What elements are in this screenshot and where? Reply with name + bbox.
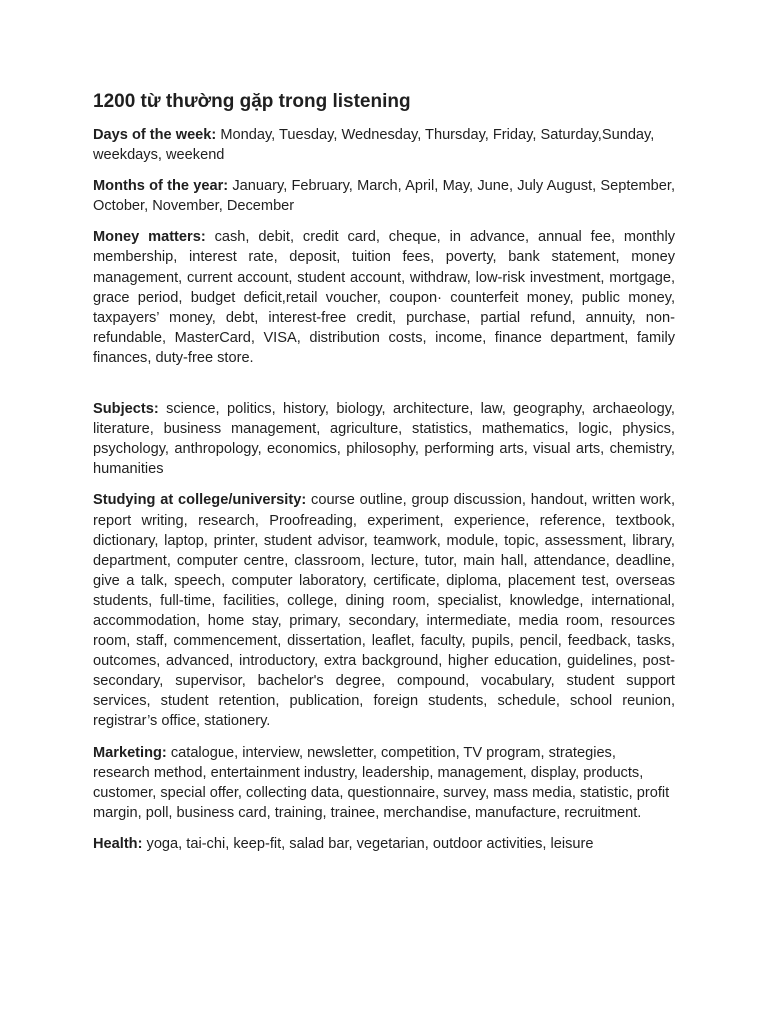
section-label: Money matters: (93, 229, 206, 246)
section-label: Studying at college/university: (93, 492, 307, 509)
section-label: Months of the year: (93, 178, 229, 195)
section-label: Marketing: (93, 744, 167, 761)
section-days-of-week (93, 125, 675, 165)
section-text: Monday, Tuesday, Wednesday, Thursday, Friday, Saturday,Sunday, weekdays, weekend (93, 127, 655, 164)
section-studying-at-college (93, 490, 675, 731)
section-text: January, February, March, April, May, June, July August, September, October, November, December (93, 178, 676, 215)
section-label: Days of the week: (93, 127, 217, 143)
section-months-of-year (93, 176, 675, 216)
section-text: cash, debit, credit card, cheque, in advance, annual fee, monthly membership, interest rate, deposit, tuition fees, poverty, bank statement, money management, current account, student account, withdraw, low-risk investment, mortgage, grace period, budget deficit,retail voucher, coupon· counterfeit money, public money, taxpayers’ money, debt, interest-free credit, purchase, partial refund, annuity, non-refundable, MasterCard, VISA, distribution costs, income, finance department, family finances, duty-free store. (93, 229, 675, 366)
document-body (93, 90, 675, 865)
section-marketing (93, 743, 675, 823)
page-title: 1200 từ thường gặp trong listening (93, 91, 411, 112)
section-text: course outline, group discussion, handout, written work, report writing, research, Proofreading, experiment, experience, reference, textbook, dictionary, laptop, printer, student advisor, teamwork, module, topic, assessment, library, department, computer centre, classroom, lecture, tutor, main hall, attendance, deadline, give a talk, speech, computer laboratory, certificate, diploma, placement test, overseas students, full-time, facilities, college, dining room, specialist, knowledge, international, accommodation, home stay, primary, secondary, intermediate, media room, resources room, staff, commencement, dissertation, leaflet, faculty, pupils, pencil, feedback, tasks, outcomes, advanced, introductory, extra background, higher education, guidelines, post-secondary, supervisor, bachelor's degree, compound, vocabulary, student support services, student retention, publication, foreign students, schedule, school reunion, registrar’s office, stationery. (93, 492, 676, 730)
section-subjects (93, 399, 675, 479)
section-money-matters (93, 227, 675, 368)
section-text: catalogue, interview, newsletter, competition, TV program, strategies, research method, entertainment industry, leadership, management, display, products, customer, special offer, collecting data, questionnaire, survey, mass media, statistic, profit margin, poll, business card, training, trainee, merchandise, manufacture, recruitment. (93, 744, 670, 821)
section-label: Subjects: (93, 401, 159, 418)
section-text: science, politics, history, biology, architecture, law, geography, archaeology, literature, business management, agriculture, statistics, mathematics, logic, physics, psychology, anthropology, economics, philosophy, performing arts, visual arts, chemistry, humanities (93, 401, 675, 478)
section-health (93, 834, 675, 854)
section-text: yoga, tai-chi, keep-fit, salad bar, vegetarian, outdoor activities, leisure (142, 835, 594, 852)
section-label: Health: (93, 835, 143, 852)
